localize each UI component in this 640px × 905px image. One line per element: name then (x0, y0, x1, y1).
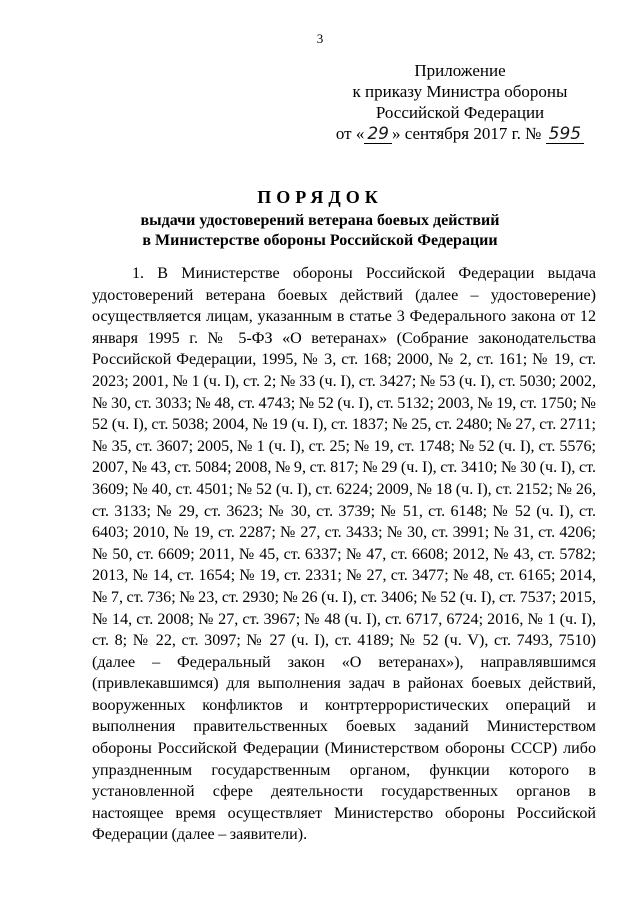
subtitle-line-2: в Министерстве обороны Российской Федерации (142, 232, 498, 249)
appendix-order-ref: к приказу Министра обороны (352, 82, 568, 101)
appendix-date-line (330, 123, 590, 144)
subtitle-line-1: выдачи удостоверений ветерана боевых действий (140, 212, 500, 229)
appendix-country: Российской Федерации (375, 103, 545, 122)
title-block (0, 186, 640, 251)
appendix-header (330, 60, 590, 144)
date-suffix: » сентября 2017 г. № (391, 124, 542, 143)
handwritten-order-number: 595 (546, 126, 584, 144)
appendix-label: Приложение (414, 61, 506, 80)
date-prefix: от « (335, 124, 365, 143)
handwritten-day: 29 (364, 126, 392, 144)
document-subtitle (0, 211, 640, 251)
paragraph-1: 1. В Министерстве обороны Российской Федерации выдача удостоверений ветерана боевых действий (далее – удостоверение) осуществляется лицам, указанным в статье 3 Федерального закона от 12 января 1995 г. № 5-ФЗ «О ветеранах» (Собрание законодательства Российской Федерации, 1995, № 3, ст. 168; 2000, № 2, ст. 161; № 19, ст. 2023; 2001, № 1 (ч. I), ст. 2; № 33 (ч. I), ст. 3427; № 53 (ч. I), ст. 5030; 2002, № 30, ст. 3033; № 48, ст. 4743; № 52 (ч. I), ст. 5132; 2003, № 19, ст. 1750; № 52 (ч. I), ст. 5038; 2004, № 19 (ч. I), ст. 1837; № 25, ст. 2480; № 27, ст. 2711; № 35, ст. 3607; 2005, № 1 (ч. I), ст. 25; № 19, ст. 1748; № 52 (ч. I), ст. 5576; 2007, № 43, ст. 5084; 2008, № 9, ст. 817; № 29 (ч. I), ст. 3410; № 30 (ч. I), ст. 3609; № 40, ст. 4501; № 52 (ч. I), ст. 6224; 2009, № 18 (ч. I), ст. 2152; № 26, ст. 3133; № 29, ст. 3623; № 30, ст. 3739; № 51, ст. 6148; № 52 (ч. I), ст. 6403; 2010, № 19, ст. 2287; № 27, ст. 3433; № 30, ст. 3991; № 31, ст. 4206; № 50, ст. 6609; 2011, № 45, ст. 6337; № 47, ст. 6608; 2012, № 43, ст. 5782; 2013, № 14, ст. 1654; № 19, ст. 2331; № 27, ст. 3477; № 48, ст. 6165; 2014, № 7, ст. 736; № 23, ст. 2930; № 26 (ч. I), ст. 3406; № 52 (ч. I), ст. 7537; 2015, № 14, ст. 2008; № 27, ст. 3967; № 48 (ч. I), ст. 6717, 6724; 2016, № 1 (ч. I), ст. 8; № 22, ст. 3097; № 27 (ч. I), ст. 4189; № 52 (ч. V), ст. 7493, 7510) (далее – Федеральный закон «О ветеранах»), направлявшимся (привлекавшимся) для выполнения задач в районах боевых действий, вооруженных конфликтов и контртеррористических операций и выполнения правительственных боевых заданий Министерством обороны Российской Федерации (Министерством обороны СССР) либо упраздненным государственным органом, функции которого в установленной сфере деятельности государственных органов в настоящее время осуществляет Министерство обороны Российской Федерации (далее – заявители). (92, 265, 596, 844)
page-number: 3 (316, 31, 324, 46)
document-title: ПОРЯДОК (257, 187, 383, 207)
